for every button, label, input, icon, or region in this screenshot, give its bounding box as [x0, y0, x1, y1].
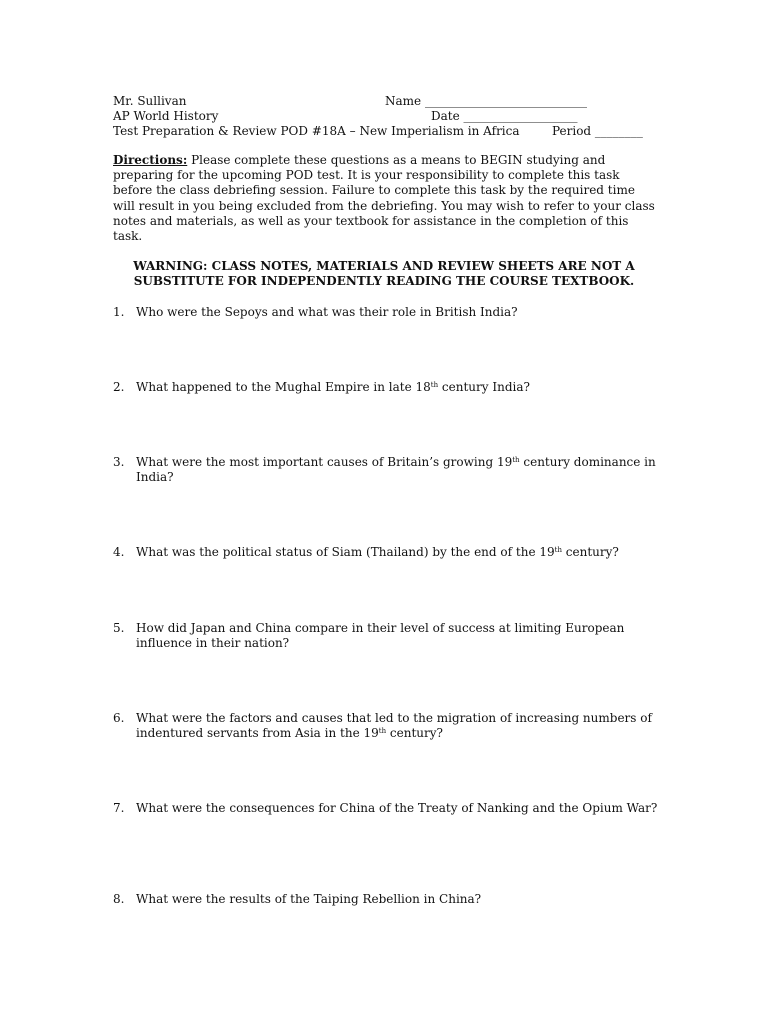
- date-field: Date ___________________: [431, 109, 578, 123]
- question-text: What were the factors and causes that led to the migration of increasing numbers of indentured servants from Asia in the 19th century?: [136, 711, 652, 741]
- question-1: [113, 305, 658, 320]
- directions-paragraph: [113, 153, 655, 244]
- question-text: How did Japan and China compare in their level of success at limiting European influence in their nation?: [136, 621, 625, 651]
- worksheet-title: Test Preparation & Review POD #18A – New Imperialism in Africa: [113, 124, 520, 138]
- question-number: 1.: [113, 305, 125, 319]
- question-6: [113, 711, 658, 741]
- directions-label: Directions:: [113, 153, 188, 167]
- question-2: [113, 380, 658, 395]
- student-name-field: Name ___________________________: [385, 94, 587, 108]
- question-text: What was the political status of Siam (Thailand) by the end of the 19th century?: [136, 545, 619, 559]
- question-number: 2.: [113, 380, 125, 394]
- question-number: 3.: [113, 455, 125, 469]
- question-text: What were the results of the Taiping Rebellion in China?: [136, 892, 482, 906]
- directions-text: Please complete these questions as a means to BEGIN studying and preparing for the upcoming POD test. It is your responsibility to complete this task before the class debriefing session. Failure to complete this task by the required time will result in you being excluded from the debriefing. You may wish to refer to your class notes and materials, as well as your textbook for assistance in the completion of this task.: [113, 153, 655, 244]
- question-number: 6.: [113, 711, 125, 725]
- question-text: Who were the Sepoys and what was their role in British India?: [136, 305, 518, 319]
- question-7: [113, 801, 658, 816]
- question-3: [113, 455, 658, 485]
- question-number: 5.: [113, 621, 125, 635]
- question-4: [113, 545, 658, 560]
- warning-block: [113, 259, 655, 289]
- warning-line-1: WARNING: CLASS NOTES, MATERIALS AND REVIEW SHEETS ARE NOT A: [133, 259, 635, 273]
- question-number: 8.: [113, 892, 125, 906]
- warning-line-2: SUBSTITUTE FOR INDEPENDENTLY READING THE COURSE TEXTBOOK.: [133, 274, 635, 288]
- question-text: What happened to the Mughal Empire in late 18th century India?: [136, 380, 530, 394]
- question-number: 7.: [113, 801, 125, 815]
- question-5: [113, 621, 658, 651]
- question-text: What were the consequences for China of the Treaty of Nanking and the Opium War?: [136, 801, 658, 815]
- period-field: Period ________: [552, 124, 643, 138]
- teacher-name: Mr. Sullivan: [113, 94, 187, 108]
- question-8: [113, 892, 658, 907]
- question-text: What were the most important causes of Britain’s growing 19th century dominance in India?: [136, 455, 656, 485]
- course-name: AP World History: [113, 109, 219, 123]
- question-number: 4.: [113, 545, 125, 559]
